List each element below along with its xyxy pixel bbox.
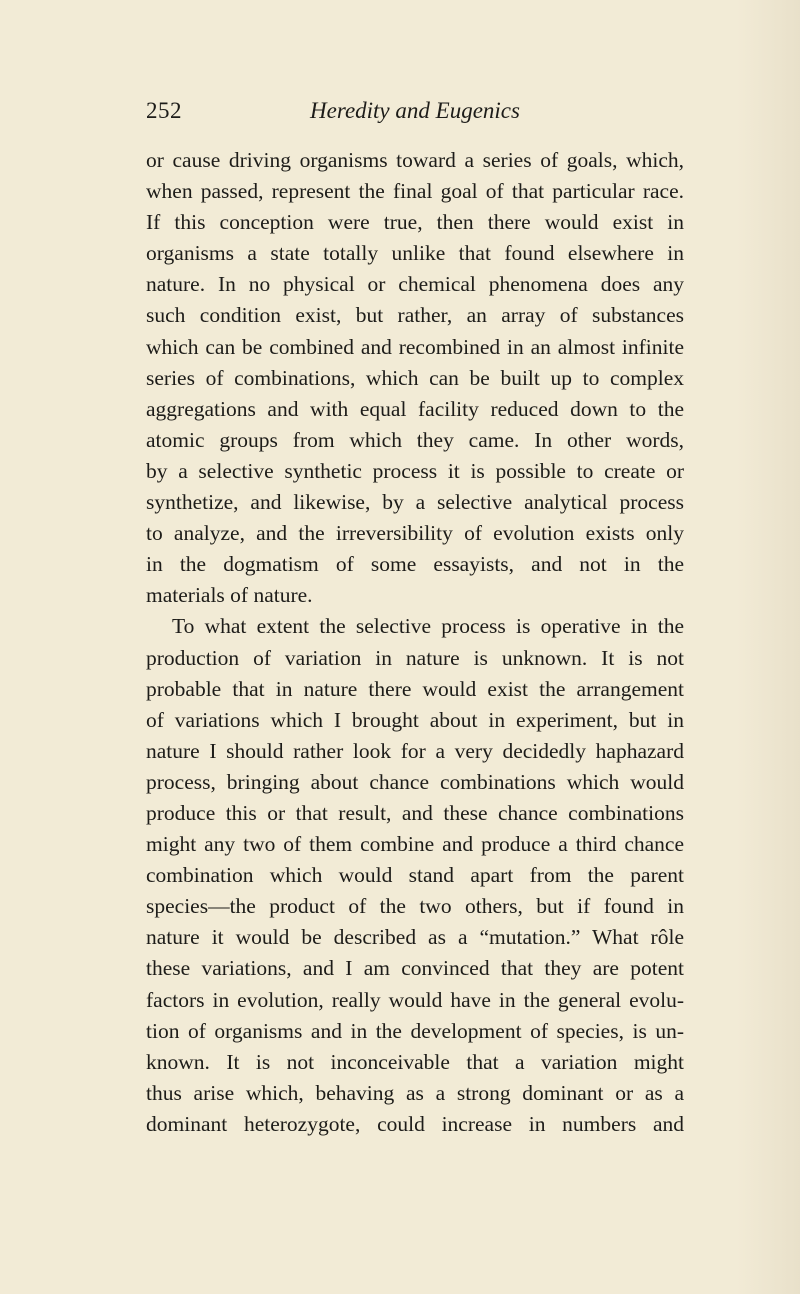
text-line: process, bringing about chance combinations which would bbox=[146, 769, 684, 794]
text-line: nature I should rather look for a very decidedly haphazard bbox=[146, 738, 684, 763]
text-line: atomic groups from which they came. In other words, bbox=[146, 427, 684, 452]
text-line: series of combinations, which can be built up to complex bbox=[146, 365, 684, 390]
text-line: nature. In no physical or chemical phenomena does any bbox=[146, 272, 684, 297]
text-line: probable that in nature there would exist the arrangement bbox=[146, 676, 684, 701]
text-line: dominant heterozygote, could increase in numbers and bbox=[146, 1111, 684, 1136]
body-text bbox=[146, 145, 684, 1140]
text-line: synthetize, and likewise, by a selective analytical process bbox=[146, 490, 684, 515]
text-line: production of variation in nature is unknown. It is not bbox=[146, 645, 684, 670]
text-line: in the dogmatism of some essayists, and not in the bbox=[146, 552, 684, 577]
text-line: by a selective synthetic process it is possible to create or bbox=[146, 458, 684, 483]
text-line: known. It is not inconceivable that a variation might bbox=[146, 1049, 684, 1074]
text-line: to analyze, and the irreversibility of evolution exists only bbox=[146, 521, 684, 546]
text-line: To what extent the selective process is operative in the bbox=[172, 614, 684, 639]
text-line: species—the product of the two others, but if found in bbox=[146, 894, 684, 919]
text-line: combination which would stand apart from the parent bbox=[146, 863, 684, 888]
text-line: or cause driving organisms toward a series of goals, which, bbox=[146, 148, 684, 172]
text-line: these variations, and I am convinced that they are potent bbox=[146, 956, 684, 981]
paragraph-1 bbox=[146, 145, 684, 611]
text-line: factors in evolution, really would have in the general evolu- bbox=[146, 987, 684, 1012]
running-head bbox=[146, 98, 684, 130]
text-line: nature it would be described as a “mutation.” What rôle bbox=[146, 925, 684, 950]
text-line: materials of nature. bbox=[146, 583, 313, 608]
running-title: Heredity and Eugenics bbox=[310, 98, 520, 123]
text-line: If this conception were true, then there would exist in bbox=[146, 210, 684, 235]
text-line: aggregations and with equal facility reduced down to the bbox=[146, 396, 684, 421]
text-line: produce this or that result, and these chance combinations bbox=[146, 800, 684, 825]
text-line: which can be combined and recombined in an almost infinite bbox=[146, 334, 684, 359]
page-number: 252 bbox=[146, 98, 182, 123]
text-line: thus arise which, behaving as a strong dominant or as a bbox=[146, 1080, 684, 1105]
text-line: organisms a state totally unlike that found elsewhere in bbox=[146, 241, 684, 266]
paragraph-2 bbox=[146, 611, 684, 1140]
text-line: of variations which I brought about in experiment, but in bbox=[146, 707, 684, 732]
text-line: might any two of them combine and produce a third chance bbox=[146, 832, 684, 857]
text-line: when passed, represent the final goal of that particular race. bbox=[146, 179, 684, 204]
text-line: tion of organisms and in the development of species, is un- bbox=[146, 1018, 684, 1043]
text-line: such condition exist, but rather, an array of substances bbox=[146, 303, 684, 328]
